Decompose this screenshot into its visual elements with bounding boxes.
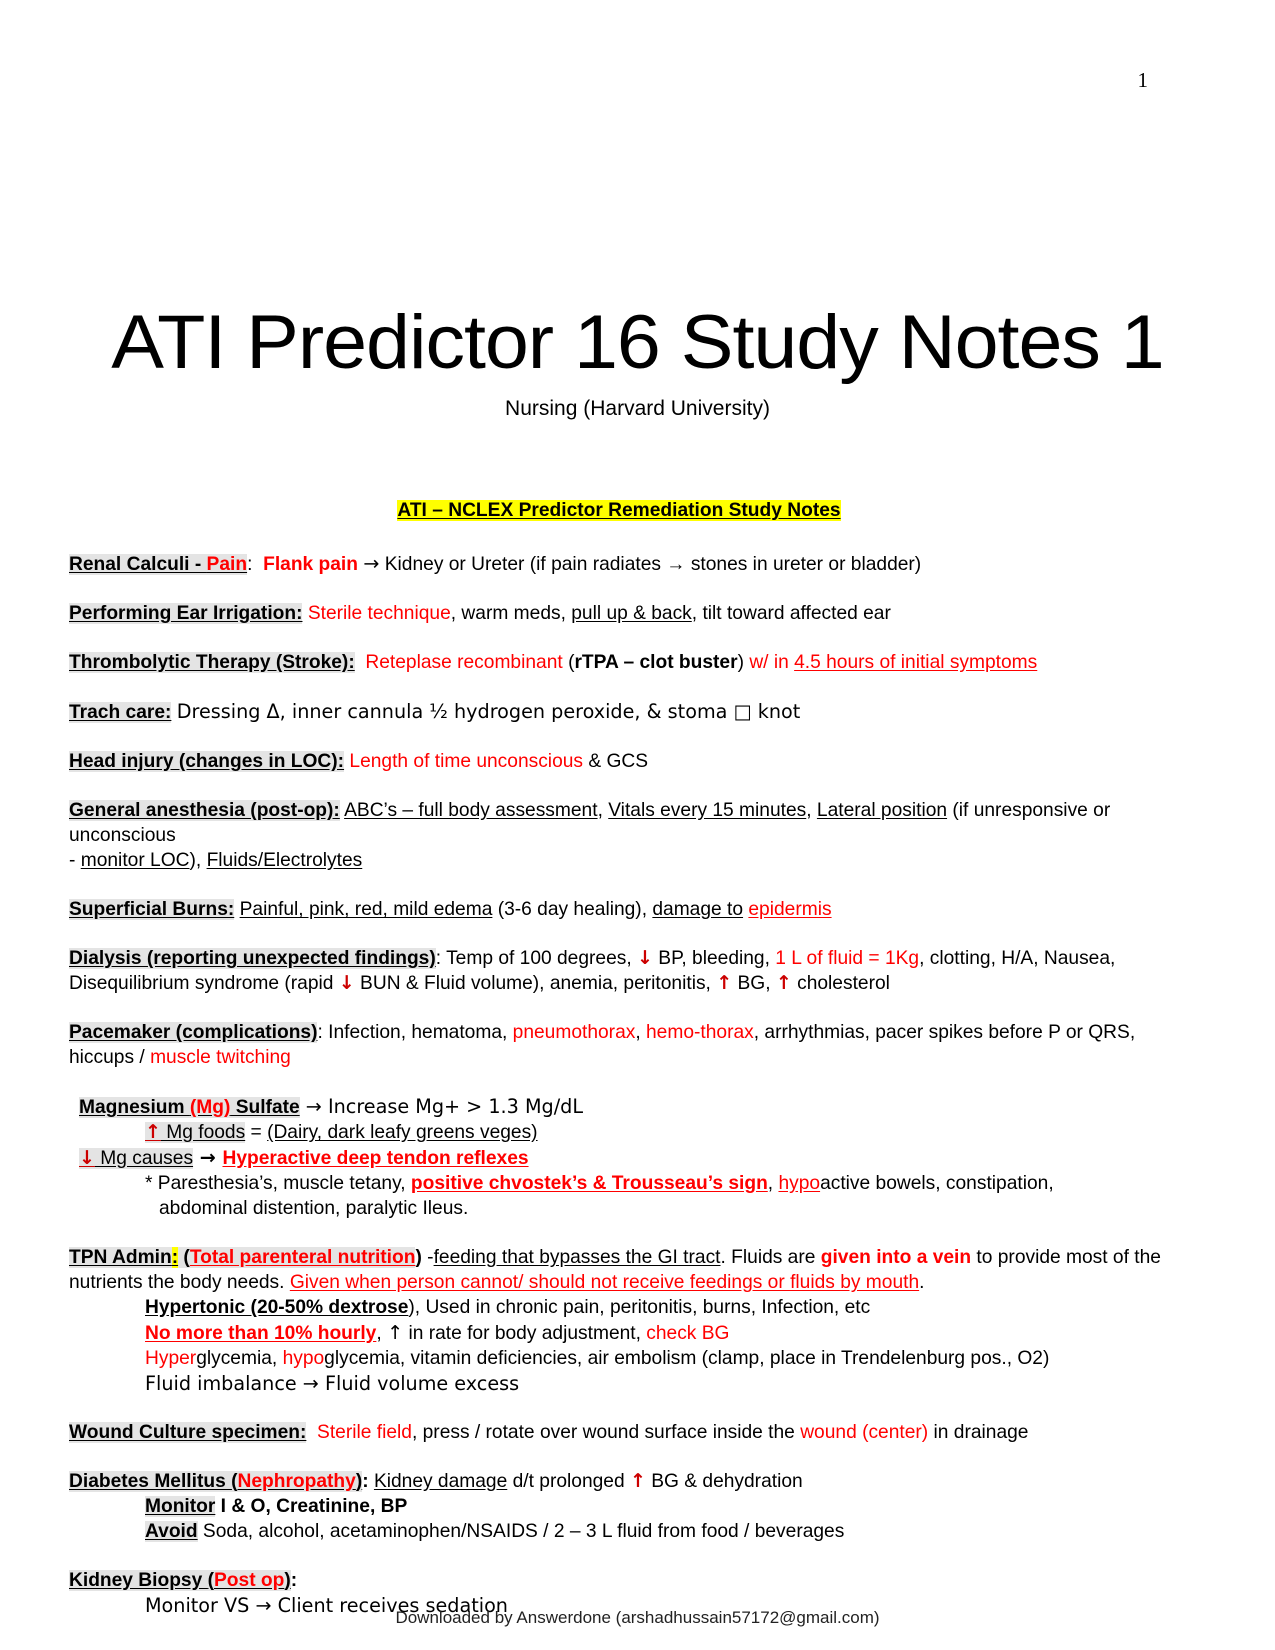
note-line: Magnesium (Mg) Sulfate → Increase Mg+ > 1.3 Mg/dL	[79, 1095, 584, 1118]
arrow-icon: →	[363, 552, 380, 575]
title-block	[0, 300, 1275, 424]
note-tpn-admin	[69, 1245, 1169, 1396]
arrow-up-icon: ↑	[387, 1321, 404, 1344]
note-line: No more than 10% hourly, ↑ in rate for body adjustment, check BG	[145, 1321, 730, 1344]
note-line: Monitor I & O, Creatinine, BP	[145, 1496, 408, 1517]
note-line: Disequilibrium syndrome (rapid ↓ BUN & Fluid volume), anemia, peritonitis, ↑ BG, ↑ cholesterol	[69, 972, 890, 994]
arrow-up-icon: ↑	[629, 1470, 646, 1492]
trach-care-label: Trach care:	[69, 702, 172, 723]
note-line: ↓ Mg causes → Hyperactive deep tendon reflexes	[79, 1146, 529, 1169]
note-line: nutrients the body needs. Given when person cannot/ should not receive feedings or fluids by mouth.	[69, 1272, 925, 1293]
note-line: hiccups / muscle twitching	[69, 1047, 291, 1068]
arrow-down-icon: ↓	[338, 972, 355, 994]
renal-calculi-label: Renal Calculi - Pain	[69, 554, 248, 575]
arrow-down-icon: ↓	[637, 947, 653, 969]
note-superficial-burns	[69, 897, 1169, 922]
footer-download-note: Downloaded by Answerdone (arshadhussain57172@gmail.com)	[395, 1608, 880, 1627]
note-line: - monitor LOC), Fluids/Electrolytes	[69, 850, 363, 871]
section-heading-text: ATI – NCLEX Predictor Remediation Study Notes	[397, 500, 841, 521]
note-dialysis	[69, 946, 1169, 996]
renal-calculi-emphasis: Flank pain	[263, 554, 358, 575]
page-title: ATI Predictor 16 Study Notes 1	[111, 300, 1164, 385]
page-number: 1	[1137, 68, 1148, 92]
thrombolytic-label: Thrombolytic Therapy (Stroke):	[69, 652, 355, 673]
note-general-anesthesia	[69, 798, 1169, 873]
note-line: Hyperglycemia, hypoglycemia, vitamin deficiencies, air embolism (clamp, place in Trendelenburg pos., O2)	[145, 1348, 1050, 1369]
diabetes-label: Diabetes Mellitus (Nephropathy)	[69, 1471, 363, 1492]
pacemaker-label: Pacemaker (complications)	[69, 1022, 318, 1043]
page-subtitle: Nursing (Harvard University)	[505, 397, 770, 420]
superficial-burns-label: Superficial Burns:	[69, 899, 235, 920]
wound-culture-label: Wound Culture specimen:	[69, 1422, 307, 1443]
note-magnesium-sulfate	[69, 1094, 1169, 1221]
general-anesthesia-label: General anesthesia (post-op):	[69, 800, 340, 821]
arrow-up-icon: ↑	[716, 972, 733, 994]
note-line: Wound Culture specimen: Sterile field, press / rotate over wound surface inside the wound (center) in drainage	[69, 1422, 1029, 1443]
note-line: Kidney Biopsy (Post op):	[69, 1570, 298, 1591]
note-line: TPN Admin: (Total parenteral nutrition) -feeding that bypasses the GI tract. Fluids are given into a vein to provide most of the	[69, 1247, 1161, 1268]
note-line	[69, 699, 1169, 725]
note-line: Fluid imbalance → Fluid volume excess	[145, 1372, 520, 1395]
note-line: Performing Ear Irrigation: Sterile technique, warm meds, pull up & back, tilt toward affected ear	[69, 603, 891, 624]
arrow-down-icon: ↓	[79, 1147, 95, 1169]
note-line: Thrombolytic Therapy (Stroke): Reteplase recombinant (rTPA – clot buster) w/ in 4.5 hours of initial symptoms	[69, 652, 1038, 673]
note-line: Renal Calculi - Pain: Flank pain → Kidney or Ureter (if pain radiates → stones in ureter or bladder)	[69, 552, 922, 575]
tpn-label: TPN Admin	[69, 1247, 172, 1268]
note-line: Monitor VS → Client receives sedation	[145, 1594, 508, 1617]
note-line: General anesthesia (post-op): ABC’s – full body assessment, Vitals every 15 minutes, Lateral position (if unresponsive or unconscious	[69, 800, 1111, 846]
kidney-biopsy-label: Kidney Biopsy (Post op)	[69, 1570, 291, 1591]
magnesium-label: Magnesium (Mg) Sulfate	[79, 1097, 300, 1118]
dialysis-label: Dialysis (reporting unexpected findings)	[69, 948, 436, 969]
note-line: * Paresthesia’s, muscle tetany, positive chvostek’s & Trousseau’s sign, hypoactive bowels, constipation,	[145, 1173, 1054, 1194]
note-renal-calculi	[69, 551, 1169, 577]
arrow-up-icon: ↑	[775, 972, 792, 994]
note-line: Diabetes Mellitus (Nephropathy): Kidney damage d/t prolonged ↑ BG & dehydration	[69, 1470, 803, 1492]
note-line: Pacemaker (complications): Infection, hematoma, pneumothorax, hemo-thorax, arrhythmias, pacer spikes before P or QRS,	[69, 1022, 1136, 1043]
note-thrombolytic-therapy	[69, 650, 1169, 675]
note-wound-culture	[69, 1420, 1169, 1445]
note-line: Avoid Soda, alcohol, acetaminophen/NSAIDS / 2 – 3 L fluid from food / beverages	[145, 1521, 845, 1542]
note-diabetes-mellitus	[69, 1469, 1169, 1544]
note-head-injury	[69, 749, 1169, 774]
note-ear-irrigation	[69, 601, 1169, 626]
note-pacemaker	[69, 1020, 1169, 1070]
section-heading	[69, 498, 1169, 523]
note-line: Head injury (changes in LOC): Length of time unconscious & GCS	[69, 751, 649, 772]
note-line: abdominal distention, paralytic Ileus.	[159, 1198, 469, 1219]
note-line: Superficial Burns: Painful, pink, red, mild edema (3-6 day healing), damage to epidermis	[69, 899, 832, 920]
arrow-up-icon: ↑	[145, 1121, 161, 1143]
renal-calculi-text: Kidney or Ureter (if pain radiates → stones in ureter or bladder)	[384, 554, 922, 575]
head-injury-label: Head injury (changes in LOC):	[69, 751, 345, 772]
ear-irrigation-emphasis: Sterile technique	[307, 603, 451, 624]
note-line: Hypertonic (20-50% dextrose), Used in chronic pain, peritonitis, burns, Infection, etc	[145, 1297, 871, 1318]
trach-care-text: Dressing Δ, inner cannula ½ hydrogen peroxide, & stoma □ knot	[176, 700, 801, 723]
note-line: Dialysis (reporting unexpected findings): Temp of 100 degrees, ↓ BP, bleeding, 1 L of fluid = 1Kg, clotting, H/A, Nausea,	[69, 947, 1116, 969]
note-line: ↑ Mg foods = (Dairy, dark leafy greens veges)	[145, 1121, 538, 1143]
ear-irrigation-label: Performing Ear Irrigation:	[69, 603, 303, 624]
notes-body	[69, 498, 1169, 1618]
note-trach-care	[69, 699, 1169, 725]
